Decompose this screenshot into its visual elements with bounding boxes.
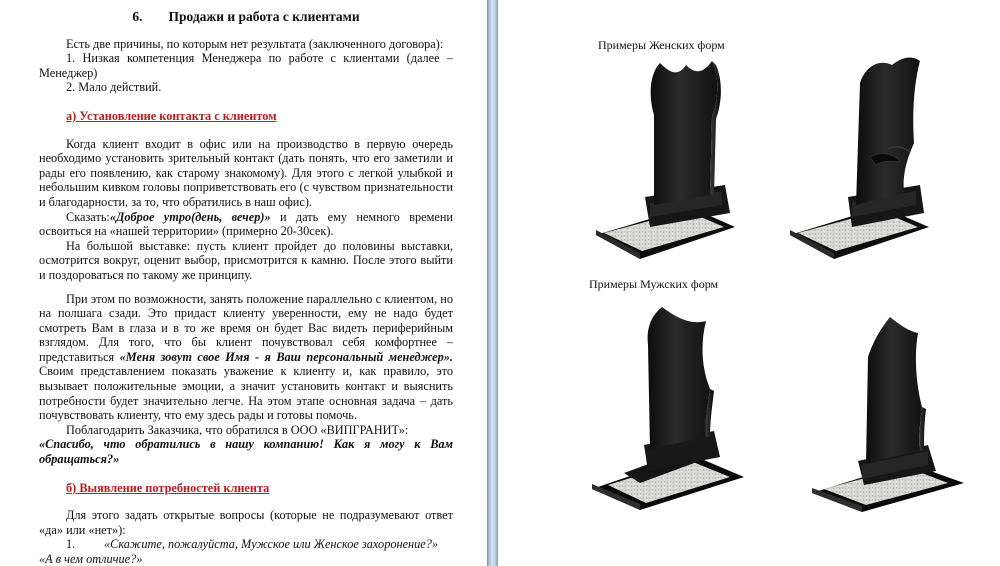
paragraph-a3: На большой выставке: пусть клиент пройдет до половины выставки, осмотрится вокруг, оценит выбор, присмотрится к камню. После этого выйти и поздороваться по такому же принципу. xyxy=(39,238,453,282)
document-body xyxy=(39,10,453,566)
paragraph-a4 xyxy=(39,292,453,423)
male-monument-image-1 xyxy=(588,305,748,511)
page-divider xyxy=(487,0,498,566)
heading-b: б) Выявление потребностей клиента xyxy=(66,480,270,495)
reason-1: 1. Низкая компетенция Менеджера по работе с клиентами (далее – Менеджер) xyxy=(39,51,453,80)
reason-2: 2. Мало действий. xyxy=(66,80,162,95)
section-number: 6. xyxy=(132,9,143,24)
paragraph-a1: Когда клиент входит в офис или на производство в первую очередь необходимо установить зрительный контакт (дать понять, что его заметили и рады его появлению, как старому знакомому). Для этого с легкой улыбкой и небольшим кивком головы поприветствовать его (с чувством признательности и благодарности, за то, что обратились в наш офис). xyxy=(39,136,453,209)
document-page-right xyxy=(498,0,1000,566)
paragraph-a4-start: При этом по возможности, занять положение параллельно с клиентом, но на полшага сзади. Это придаст клиенту уверенности, ему не надо будет смотреть Вам в глаза и в то же время он будет Вас видеть периферийным взглядом. Для того, что бы клиент почувствовал себя комфортнее – представиться xyxy=(39,291,453,364)
caption-male-forms: Примеры Мужских форм xyxy=(589,277,719,291)
question-item-1 xyxy=(39,537,453,552)
caption-female-forms: Примеры Женских форм xyxy=(598,38,725,52)
paragraph-a4-end: Своим представлением показать уважение к клиенту и, как правило, это вызывает положительные эмоции, а значит установить контакт и выяснить потребности будет значительно легче. На этом этапе основная задача – дать почувствовать клиенту, что ему здесь рады и готовы помочь. xyxy=(39,364,453,423)
female-monument-image-2 xyxy=(784,53,934,260)
thanks-phrase: «Спасибо, что обратились в нашу компанию! Как я могу к Вам обращаться?» xyxy=(39,437,453,467)
say-suffix: и дать ему немного времени освоиться на «нашей территории» (примерно 20-30сек). xyxy=(39,209,453,239)
male-monument-image-2 xyxy=(808,315,968,513)
section-title xyxy=(39,10,453,25)
heading-a: а) Установление контакта с клиентом xyxy=(66,108,277,123)
greeting-phrase: «Доброе утро(день, вечер)» xyxy=(109,209,271,224)
section-title-text: Продажи и работа с клиентами xyxy=(168,9,360,24)
document-page-left xyxy=(0,0,487,566)
say-prefix: Сказать: xyxy=(66,209,110,224)
paragraph-greeting xyxy=(39,210,453,239)
question-continuation: «А в чем отличие?» xyxy=(39,552,143,566)
question-number: 1. xyxy=(66,537,76,552)
question-text: «Скажите, пожалуйста, Мужское или Женское захоронение?» xyxy=(104,537,439,552)
paragraph-b1: Для этого задать открытые вопросы (которые не подразумевают ответ «да» или «нет»): xyxy=(39,508,453,537)
female-monument-image-1 xyxy=(590,55,740,260)
intro-text: Есть две причины, по которым нет результата (заключенного договора): xyxy=(66,36,444,51)
introduction-phrase: «Меня зовут свое Имя - я Ваш персональный менеджер». xyxy=(119,349,453,364)
thanks-text: Поблагодарить Заказчика, что обратился в ООО «ВИПГРАНИТ»: xyxy=(66,422,409,437)
